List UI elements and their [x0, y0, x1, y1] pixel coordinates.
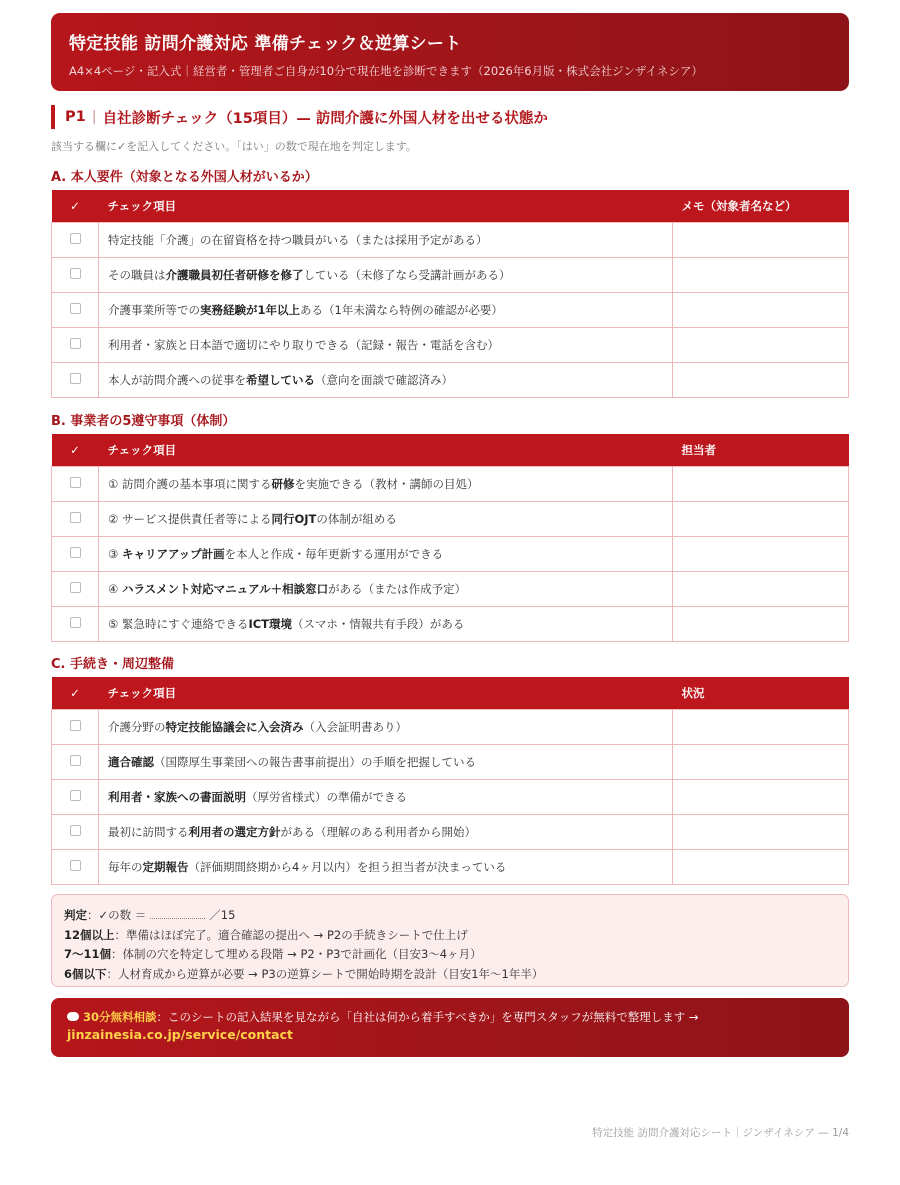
- table-row: [52, 814, 849, 849]
- check-item: [99, 606, 673, 641]
- check-item-text-after: （入会証明書あり）: [303, 719, 407, 734]
- count-blank-field[interactable]: [150, 909, 205, 919]
- judgement-line-mid-label: 7〜11個: [64, 947, 112, 961]
- table-header-row: [52, 434, 849, 466]
- check-item-text-after: （スマホ・情報共有手段）がある: [292, 616, 465, 631]
- checkbox-cell: [52, 327, 99, 362]
- section-title-p1: [51, 105, 548, 129]
- table-row: [52, 606, 849, 641]
- check-item-emphasis: 利用者の選定方針: [188, 824, 281, 839]
- check-item: [99, 362, 673, 397]
- table-row: [52, 709, 849, 744]
- memo-column-header: 担当者: [673, 434, 849, 466]
- checklist-table-a: [51, 190, 849, 398]
- judgement-count-text: ：✓の数 ＝: [87, 908, 147, 922]
- check-item: [99, 849, 673, 884]
- speech-bubble-icon: [67, 1012, 79, 1021]
- judgement-total: ／15: [209, 908, 236, 922]
- memo-field-a[interactable]: [673, 257, 849, 292]
- table-row: [52, 327, 849, 362]
- memo-field-a[interactable]: [673, 292, 849, 327]
- memo-field-b[interactable]: [673, 536, 849, 571]
- table-row: [52, 536, 849, 571]
- judgement-line-high: [64, 926, 836, 946]
- check-item-emphasis: 利用者・家族への書面説明: [108, 789, 246, 804]
- table-header-row: [52, 677, 849, 709]
- checkbox[interactable]: [70, 338, 81, 349]
- checkbox-cell: [52, 222, 99, 257]
- table-row: [52, 501, 849, 536]
- checkbox-cell: [52, 536, 99, 571]
- check-item: [99, 222, 673, 257]
- check-item-text-after: している（未修了なら受講計画がある）: [303, 267, 511, 282]
- checkbox[interactable]: [70, 825, 81, 836]
- consultation-text: ：このシートの記入結果を見ながら「自社は何から着手すべきか」を専門スタッフが無料で整理します →: [156, 1010, 699, 1024]
- table-row: [52, 571, 849, 606]
- checkbox-cell: [52, 814, 99, 849]
- checkbox[interactable]: [70, 512, 81, 523]
- judgement-box: [51, 894, 849, 987]
- checkbox-cell: [52, 744, 99, 779]
- item-column-header: チェック項目: [99, 677, 673, 709]
- checkbox[interactable]: [70, 547, 81, 558]
- judgement-line-low-label: 6個以下: [64, 966, 107, 981]
- check-column-header: ✓: [52, 434, 99, 466]
- checkbox[interactable]: [70, 477, 81, 488]
- memo-field-b[interactable]: [673, 501, 849, 536]
- check-item-emphasis: 実務経験が1年以上: [200, 302, 301, 317]
- checkbox-cell: [52, 779, 99, 814]
- checklist-table-b: [51, 434, 849, 642]
- checkbox-cell: [52, 466, 99, 501]
- check-item-text: 特定技能「介護」の在留資格を持つ職員がいる（または採用予定がある）: [108, 232, 488, 247]
- check-column-header: ✓: [52, 677, 99, 709]
- judgement-line-mid-text: ：体制の穴を特定して埋める段階 → P2・P3で計画化（目安3〜4ヶ月）: [111, 947, 482, 961]
- memo-field-a[interactable]: [673, 327, 849, 362]
- checkbox-cell: [52, 362, 99, 397]
- p1-title-text: 自社診断チェック（15項目）— 訪問介護に外国人材を出せる状態か: [102, 110, 548, 127]
- check-item: [99, 466, 673, 501]
- page-tag: P1: [65, 109, 86, 125]
- check-item-text: 介護分野の: [108, 719, 166, 734]
- memo-field-b[interactable]: [673, 466, 849, 501]
- check-item-text: 毎年の: [108, 859, 143, 874]
- check-item-emphasis: ハラスメント対応マニュアル＋相談窓口: [121, 581, 329, 596]
- memo-column-header: 状況: [673, 677, 849, 709]
- checkbox[interactable]: [70, 373, 81, 384]
- page-footer: 特定技能 訪問介護対応シート｜ジンザイネシア — 1/4: [592, 1127, 849, 1139]
- check-item-text: ② サービス提供責任者等による: [108, 511, 272, 526]
- memo-field-c[interactable]: [673, 779, 849, 814]
- checkbox[interactable]: [70, 617, 81, 628]
- check-item: [99, 814, 673, 849]
- memo-column-header: メモ（対象者名など）: [673, 190, 849, 222]
- check-item: [99, 536, 673, 571]
- checkbox[interactable]: [70, 720, 81, 731]
- page-title: 特定技能 訪問介護対応 準備チェック＆逆算シート: [69, 34, 462, 54]
- check-column-header: ✓: [52, 190, 99, 222]
- checkbox[interactable]: [70, 790, 81, 801]
- check-item: [99, 292, 673, 327]
- check-item-text-after: （評価期間終期から4ヶ月以内）を担う担当者が決まっている: [188, 859, 507, 874]
- check-item-text: 本人が訪問介護への従事を: [108, 372, 246, 387]
- table-row: [52, 362, 849, 397]
- check-item-text: ③: [108, 546, 122, 561]
- checkbox[interactable]: [70, 233, 81, 244]
- table-row: [52, 849, 849, 884]
- check-item: [99, 257, 673, 292]
- check-item-text: その職員は: [108, 267, 166, 282]
- table-row: [52, 744, 849, 779]
- check-item: [99, 501, 673, 536]
- checkbox-cell: [52, 501, 99, 536]
- check-item: [99, 744, 673, 779]
- checkbox-cell: [52, 571, 99, 606]
- checkbox[interactable]: [70, 860, 81, 871]
- check-item-text: ① 訪問介護の基本事項に関する: [108, 476, 272, 491]
- item-column-header: チェック項目: [99, 434, 673, 466]
- contact-link[interactable]: jinzainesia.co.jp/service/contact: [67, 1027, 293, 1042]
- checklist-table-c: [51, 677, 849, 885]
- check-item-text: ⑤ 緊急時にすぐ連絡できる: [108, 616, 249, 631]
- check-item-emphasis: 希望している: [246, 372, 315, 387]
- judgement-line-low-text: ：人材育成から逆算が必要 → P3の逆算シートで開始時期を設計（目安1年〜1年半）: [106, 966, 544, 981]
- memo-field-b[interactable]: [673, 571, 849, 606]
- check-item: [99, 327, 673, 362]
- section-heading-a: A. 本人要件（対象となる外国人材がいるか）: [51, 170, 318, 185]
- check-item-text-after: がある（理解のある利用者から開始）: [280, 824, 476, 839]
- table-header-row: [52, 190, 849, 222]
- check-item: [99, 571, 673, 606]
- check-item-text-after: （厚労省様式）の準備ができる: [246, 789, 407, 804]
- table-row: [52, 292, 849, 327]
- check-item: [99, 779, 673, 814]
- check-item-text: 介護事業所等での: [108, 302, 200, 317]
- checkbox[interactable]: [70, 303, 81, 314]
- check-item-text-after: がある（または作成予定）: [328, 581, 467, 596]
- memo-field-c[interactable]: [673, 709, 849, 744]
- judgement-count-line: [64, 906, 836, 926]
- table-row: [52, 779, 849, 814]
- instructions: 該当する欄に✓を記入してください。「はい」の数で現在地を判定します。: [51, 140, 417, 153]
- check-item-text: ④: [108, 581, 122, 596]
- checkbox[interactable]: [70, 268, 81, 279]
- checkbox[interactable]: [70, 582, 81, 593]
- page-subtitle: A4×4ページ・記入式｜経営者・管理者ご自身が10分で現在地を診断できます（2026年6月版・株式会社ジンザイネシア）: [69, 64, 703, 78]
- title-separator: |: [91, 109, 97, 125]
- check-item-text-after: を実施できる（教材・講師の目処）: [294, 476, 479, 491]
- check-item: [99, 709, 673, 744]
- check-item-text-after: ある（1年未満なら特例の確認が必要）: [300, 302, 503, 317]
- judgement-line-high-label: 12個以上: [64, 927, 115, 942]
- check-item-text-after: を本人と作成・毎年更新する運用ができる: [224, 546, 444, 561]
- check-item-emphasis: 適合確認: [108, 754, 154, 769]
- check-item-emphasis: 介護職員初任者研修を修了: [165, 267, 304, 282]
- memo-field-c[interactable]: [673, 814, 849, 849]
- table-row: [52, 466, 849, 501]
- check-item-text: 最初に訪問する: [108, 824, 189, 839]
- judgement-label: 判定: [64, 908, 87, 922]
- check-item-emphasis: キャリアアップ計画: [121, 546, 225, 561]
- table-row: [52, 257, 849, 292]
- checkbox[interactable]: [70, 755, 81, 766]
- item-column-header: チェック項目: [99, 190, 673, 222]
- checkbox-cell: [52, 292, 99, 327]
- checkbox-cell: [52, 606, 99, 641]
- memo-field-a[interactable]: [673, 222, 849, 257]
- checkbox-cell: [52, 849, 99, 884]
- table-row: [52, 222, 849, 257]
- checkbox-cell: [52, 257, 99, 292]
- judgement-line-mid: [64, 945, 836, 965]
- section-heading-b: B. 事業者の5遵守事項（体制）: [51, 414, 236, 429]
- memo-field-c[interactable]: [673, 744, 849, 779]
- page-header: [51, 13, 849, 91]
- consultation-banner: [51, 998, 849, 1057]
- check-item-emphasis: 同行OJT: [271, 511, 317, 526]
- check-item-text-after: の体制が組める: [316, 511, 397, 526]
- check-item-emphasis: 研修: [271, 476, 295, 491]
- check-item-emphasis: ICT環境: [248, 616, 293, 631]
- check-item-emphasis: 定期報告: [142, 859, 189, 874]
- check-item-text-after: （意向を面談で確認済み）: [315, 372, 453, 387]
- consultation-highlight: 30分無料相談: [83, 1010, 157, 1024]
- judgement-line-low: [64, 965, 836, 985]
- memo-field-b[interactable]: [673, 606, 849, 641]
- checkbox-cell: [52, 709, 99, 744]
- check-item-emphasis: 特定技能協議会に入会済み: [165, 719, 304, 734]
- memo-field-c[interactable]: [673, 849, 849, 884]
- check-item-text: 利用者・家族と日本語で適切にやり取りできる（記録・報告・電話を含む）: [108, 337, 499, 352]
- section-heading-c: C. 手続き・周辺整備: [51, 657, 175, 672]
- check-item-text-after: （国際厚生事業団への報告書事前提出）の手順を把握している: [154, 754, 476, 769]
- judgement-line-high-text: ：準備はほぼ完了。適合確認の提出へ → P2の手続きシートで仕上げ: [114, 927, 468, 942]
- memo-field-a[interactable]: [673, 362, 849, 397]
